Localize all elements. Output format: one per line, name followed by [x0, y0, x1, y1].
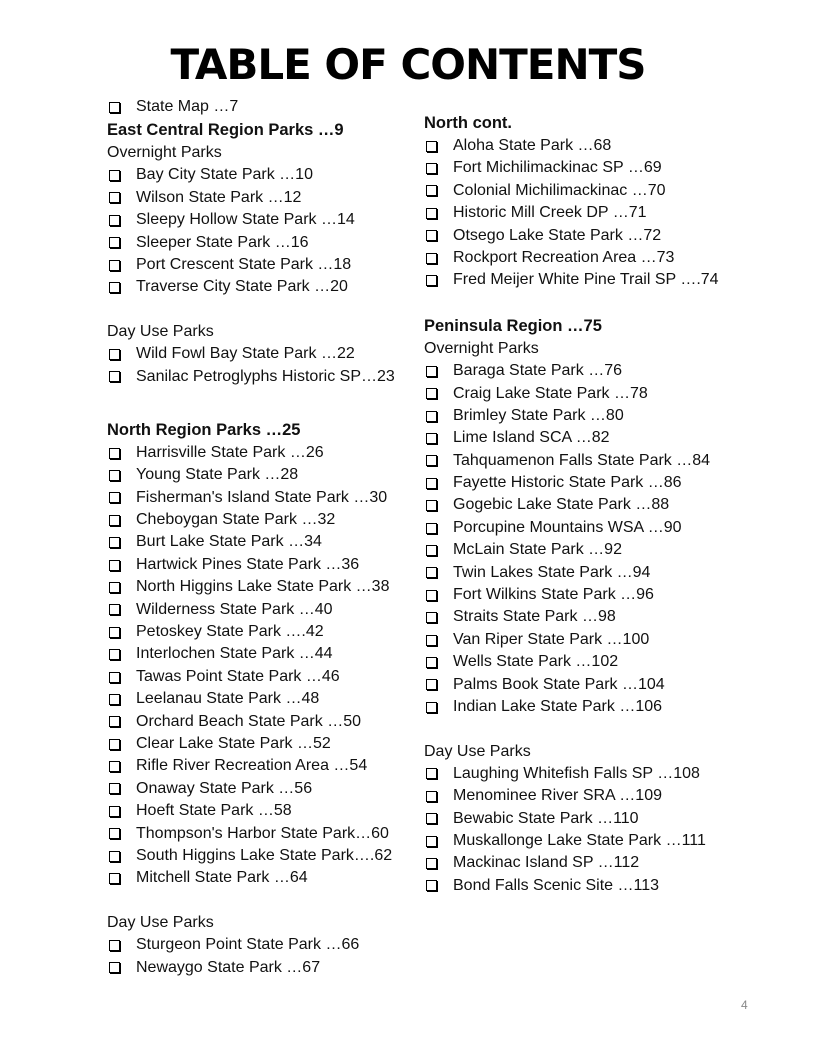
list-item[interactable]	[107, 733, 417, 755]
section-heading-north: North Region Parks …25	[107, 420, 301, 439]
item-label: Sleeper State Park …16	[136, 233, 309, 251]
checkbox[interactable]	[109, 851, 120, 862]
item-label: Wells State Park …102	[453, 653, 619, 671]
checkbox[interactable]	[109, 537, 120, 548]
item-label: Bay City State Park …10	[136, 166, 313, 184]
list-item[interactable]	[107, 823, 417, 845]
subheading-day-use: Day Use Parks	[107, 323, 214, 341]
item-label: Fred Meijer White Pine Trail SP ….74	[453, 271, 719, 289]
item-label: Otsego Lake State Park …72	[453, 226, 662, 244]
checkbox[interactable]	[426, 411, 437, 422]
checkbox[interactable]	[109, 515, 120, 526]
list-item[interactable]	[107, 688, 417, 710]
checkbox[interactable]	[426, 185, 437, 196]
item-label: Craig Lake State Park …78	[453, 384, 648, 402]
list-item[interactable]	[107, 254, 417, 276]
checkbox[interactable]	[109, 560, 120, 571]
subheading-day-use: Day Use Parks	[424, 742, 531, 760]
item-label: Lime Island SCA …82	[453, 429, 610, 447]
checkbox[interactable]	[109, 192, 120, 203]
item-label: Burt Lake State Park …34	[136, 533, 322, 551]
item-label: Thompson's Harbor State Park…60	[136, 824, 389, 842]
list-item[interactable]	[424, 674, 764, 696]
checkbox[interactable]	[426, 455, 437, 466]
checkbox[interactable]	[109, 215, 120, 226]
list-item[interactable]	[107, 621, 417, 643]
list-item[interactable]	[424, 651, 764, 673]
list-item[interactable]	[424, 494, 764, 516]
checkbox[interactable]	[109, 371, 120, 382]
item-label: Petoskey State Park ….42	[136, 623, 324, 641]
item-label: Rockport Recreation Area …73	[453, 248, 675, 266]
checkbox[interactable]	[109, 739, 120, 750]
checkbox[interactable]	[426, 433, 437, 444]
checkbox[interactable]	[426, 141, 437, 152]
checkbox[interactable]	[426, 813, 437, 824]
list-item[interactable]	[107, 442, 417, 464]
left-column	[107, 96, 417, 979]
item-label: Sanilac Petroglyphs Historic SP…23	[136, 367, 395, 385]
item-label: Fayette Historic State Park …86	[453, 474, 682, 492]
list-item[interactable]	[107, 209, 417, 231]
list-item[interactable]	[107, 800, 417, 822]
checkbox[interactable]	[109, 492, 120, 503]
checkbox[interactable]	[426, 590, 437, 601]
checkbox[interactable]	[109, 873, 120, 884]
list-item[interactable]	[424, 852, 764, 874]
checkbox[interactable]	[426, 635, 437, 646]
list-item[interactable]	[424, 427, 764, 449]
checkbox[interactable]	[426, 768, 437, 779]
item-label: State Map …7	[136, 98, 239, 115]
list-item[interactable]	[424, 225, 764, 247]
checkbox[interactable]	[109, 260, 120, 271]
list-item[interactable]	[107, 576, 417, 598]
list-item[interactable]	[107, 643, 417, 665]
item-label: Menominee River SRA …109	[453, 787, 662, 805]
list	[107, 343, 417, 388]
item-label: Indian Lake State Park …106	[453, 697, 663, 715]
list-item[interactable]	[424, 450, 764, 472]
item-label: Fort Wilkins State Park …96	[453, 586, 654, 604]
checkbox[interactable]	[426, 500, 437, 511]
checkbox[interactable]	[109, 170, 120, 181]
item-label: Sturgeon Point State Park …66	[136, 936, 360, 954]
checkbox[interactable]	[426, 163, 437, 174]
list-item[interactable]	[107, 711, 417, 733]
item-label: Bond Falls Scenic Site …113	[453, 876, 660, 894]
list-item[interactable]	[424, 584, 764, 606]
list-item[interactable]	[424, 269, 764, 291]
checkbox[interactable]	[109, 649, 120, 660]
list-item[interactable]	[424, 360, 764, 382]
item-label: Wilson State Park …12	[136, 188, 302, 206]
item-label: Mackinac Island SP …112	[453, 854, 640, 872]
item-label: Hartwick Pines State Park …36	[136, 555, 360, 573]
list-item[interactable]	[107, 599, 417, 621]
list-item[interactable]	[424, 562, 764, 584]
item-label: Leelanau State Park …48	[136, 690, 320, 708]
item-label: Port Crescent State Park …18	[136, 255, 352, 273]
checkbox[interactable]	[426, 275, 437, 286]
checkbox[interactable]	[109, 627, 120, 638]
checkbox[interactable]	[109, 237, 120, 248]
list	[107, 934, 417, 979]
list-item[interactable]	[107, 554, 417, 576]
item-label: Fisherman's Island State Park …30	[136, 488, 388, 506]
list-item[interactable]	[107, 778, 417, 800]
list-item[interactable]	[424, 383, 764, 405]
item-label: Straits State Park …98	[453, 608, 616, 626]
list-item[interactable]	[107, 934, 417, 956]
list	[424, 135, 764, 292]
checkbox[interactable]	[426, 836, 437, 847]
item-label: South Higgins Lake State Park….62	[136, 846, 393, 864]
list-item[interactable]	[107, 366, 417, 388]
list-item[interactable]	[424, 808, 764, 830]
checkbox[interactable]	[109, 102, 120, 113]
list-item[interactable]	[424, 629, 764, 651]
list-item[interactable]	[424, 405, 764, 427]
checkbox[interactable]	[109, 783, 120, 794]
list-item[interactable]	[424, 875, 764, 897]
item-label: Colonial Michilimackinac …70	[453, 181, 666, 199]
list-item[interactable]	[424, 539, 764, 561]
list-item[interactable]	[107, 755, 417, 777]
checkbox[interactable]	[109, 716, 120, 727]
item-label: Cheboygan State Park …32	[136, 511, 336, 529]
list-item[interactable]	[424, 180, 764, 202]
list-item[interactable]	[424, 135, 764, 157]
list-item[interactable]	[424, 247, 764, 269]
item-label: Sleepy Hollow State Park …14	[136, 211, 355, 229]
item-label: Young State Park …28	[136, 466, 299, 484]
list-item[interactable]	[107, 276, 417, 298]
item-label: Wild Fowl Bay State Park …22	[136, 345, 355, 363]
list-item[interactable]	[424, 157, 764, 179]
item-label: Gogebic Lake State Park …88	[453, 496, 670, 514]
section-heading-peninsula: Peninsula Region …75	[424, 317, 602, 336]
item-label: Tahquamenon Falls State Park …84	[453, 451, 711, 469]
checkbox[interactable]	[426, 366, 437, 377]
item-label: Tawas Point State Park …46	[136, 667, 340, 685]
item-label: Laughing Whitefish Falls SP …108	[453, 764, 700, 782]
checkbox[interactable]	[426, 388, 437, 399]
list-item[interactable]	[107, 343, 417, 365]
subheading-day-use: Day Use Parks	[107, 914, 214, 932]
checkbox[interactable]	[109, 962, 120, 973]
item-label: Historic Mill Creek DP …71	[453, 204, 647, 222]
checkbox[interactable]	[109, 604, 120, 615]
checkbox[interactable]	[109, 470, 120, 481]
checkbox[interactable]	[426, 208, 437, 219]
list-item[interactable]	[107, 531, 417, 553]
item-label: Van Riper State Park …100	[453, 630, 650, 648]
checkbox[interactable]	[109, 448, 120, 459]
checkbox[interactable]	[426, 253, 437, 264]
list-item[interactable]	[107, 464, 417, 486]
checkbox[interactable]	[426, 567, 437, 578]
checkbox[interactable]	[426, 880, 437, 891]
checkbox[interactable]	[426, 679, 437, 690]
list-item[interactable]	[424, 202, 764, 224]
item-label: Fort Michilimackinac SP …69	[453, 159, 662, 177]
checkbox[interactable]	[109, 672, 120, 683]
list-item[interactable]	[424, 696, 764, 718]
checkbox[interactable]	[109, 940, 120, 951]
list	[107, 442, 417, 890]
checkbox[interactable]	[426, 478, 437, 489]
checkbox[interactable]	[109, 694, 120, 705]
list	[424, 763, 764, 897]
checkbox[interactable]	[426, 858, 437, 869]
item-label: McLain State Park …92	[453, 541, 622, 559]
section-heading-north-cont: North cont.	[424, 114, 512, 132]
list-item[interactable]	[107, 666, 417, 688]
checkbox[interactable]	[426, 702, 437, 713]
page-number: 4	[741, 998, 748, 1012]
item-label: Hoeft State Park …58	[136, 802, 292, 820]
item-label: Orchard Beach State Park …50	[136, 712, 361, 730]
subheading-overnight: Overnight Parks	[107, 144, 222, 162]
list-item[interactable]	[424, 763, 764, 785]
item-label: Aloha State Park …68	[453, 137, 612, 154]
list-item[interactable]	[107, 845, 417, 867]
list-item[interactable]	[424, 830, 764, 852]
checkbox[interactable]	[426, 230, 437, 241]
list	[424, 360, 764, 718]
subheading-overnight: Overnight Parks	[424, 340, 539, 358]
list	[107, 164, 417, 298]
item-label: Mitchell State Park …64	[136, 869, 308, 887]
item-label: Twin Lakes State Park …94	[453, 563, 651, 581]
list-item[interactable]	[424, 472, 764, 494]
checkbox[interactable]	[109, 806, 120, 817]
item-label: Onaway State Park …56	[136, 779, 313, 797]
list-item[interactable]	[107, 509, 417, 531]
item-label: Clear Lake State Park …52	[136, 734, 331, 752]
checkbox[interactable]	[109, 349, 120, 360]
checkbox[interactable]	[426, 523, 437, 534]
checkbox[interactable]	[426, 545, 437, 556]
page-title: TABLE OF CONTENTS	[170, 40, 646, 89]
item-label: Traverse City State Park …20	[136, 278, 348, 296]
checkbox[interactable]	[426, 791, 437, 802]
item-label: North Higgins Lake State Park …38	[136, 578, 390, 596]
item-label: Rifle River Recreation Area …54	[136, 757, 368, 775]
item-label: Porcupine Mountains WSA …90	[453, 518, 682, 536]
checkbox[interactable]	[426, 657, 437, 668]
list-item[interactable]	[107, 164, 417, 186]
list-item[interactable]	[424, 785, 764, 807]
item-label: Wilderness State Park …40	[136, 600, 333, 618]
item-label: Interlochen State Park …44	[136, 645, 333, 663]
section-heading-east-central: East Central Region Parks …9	[107, 121, 344, 140]
checkbox[interactable]	[109, 282, 120, 293]
item-label: Muskallonge Lake State Park …111	[453, 831, 706, 849]
list-item[interactable]	[424, 517, 764, 539]
list-item[interactable]	[424, 606, 764, 628]
item-label: Palms Book State Park …104	[453, 675, 665, 693]
item-label: Harrisville State Park …26	[136, 443, 324, 461]
checkbox[interactable]	[426, 612, 437, 623]
list-item[interactable]	[107, 957, 417, 979]
list-item[interactable]	[107, 187, 417, 209]
checkbox[interactable]	[109, 582, 120, 593]
checkbox[interactable]	[109, 828, 120, 839]
item-label: Brimley State Park …80	[453, 406, 624, 424]
checkbox[interactable]	[109, 761, 120, 772]
item-label: Newaygo State Park …67	[136, 958, 321, 976]
list-item[interactable]	[107, 487, 417, 509]
right-column	[424, 111, 764, 897]
item-label: Bewabic State Park …110	[453, 809, 639, 827]
list-item[interactable]	[107, 232, 417, 254]
item-label: Baraga State Park …76	[453, 362, 622, 380]
list-item[interactable]	[107, 96, 417, 118]
list-item[interactable]	[107, 867, 417, 889]
